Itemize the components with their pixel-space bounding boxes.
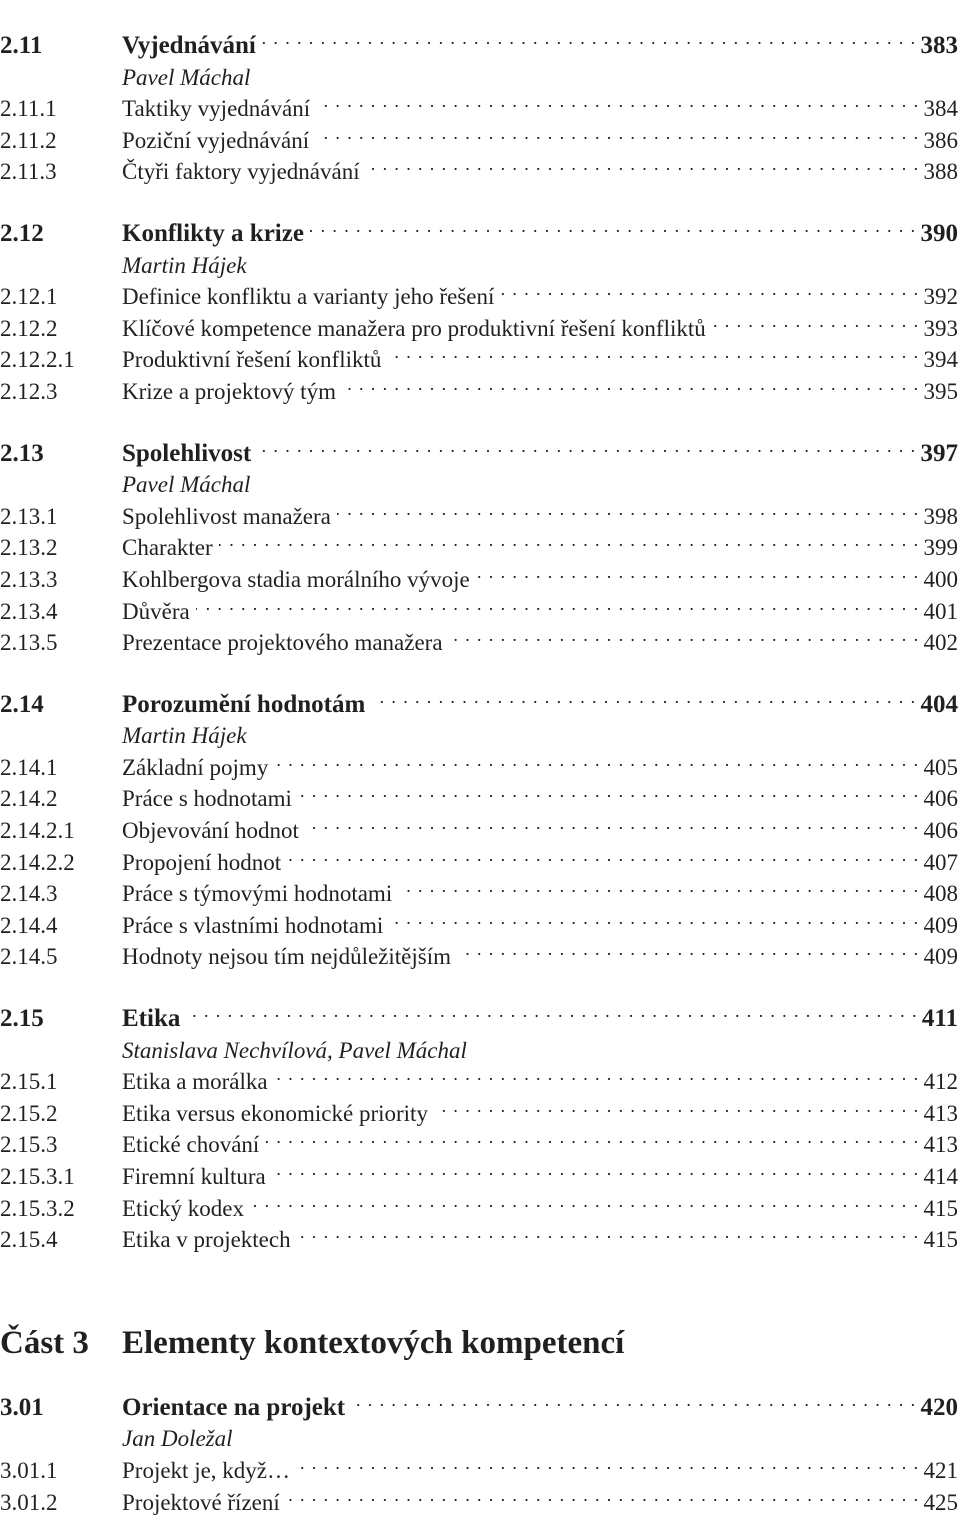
entry-number: 2.12.1 — [0, 284, 58, 310]
page-number: 414 — [923, 1164, 958, 1189]
toc-section-heading[interactable] — [0, 1003, 958, 1035]
toc-section-heading[interactable] — [0, 218, 958, 250]
entry-number: 2.11.1 — [0, 96, 57, 122]
dot-leader — [196, 599, 920, 619]
page-number: 409 — [923, 944, 958, 970]
entry-title: Konflikty a krize — [122, 219, 304, 247]
dot-leader — [712, 316, 920, 336]
entry-title: Firemní kultura — [122, 1164, 266, 1189]
entry-title: Etika — [122, 1005, 181, 1033]
page-number: 411 — [921, 1005, 958, 1033]
entry-title: Kohlbergova stadia morálního vývoje — [122, 566, 470, 592]
entry-title: Práce s hodnotami — [122, 786, 292, 812]
entry-number: 2.12 — [0, 219, 44, 247]
toc-entry[interactable] — [0, 752, 958, 784]
page-number: 400 — [923, 566, 958, 592]
entry-number: 2.13 — [0, 439, 44, 467]
entry-title: Etika versus ekonomické priority — [122, 1100, 428, 1126]
entry-number: 2.15.3 — [0, 1132, 58, 1158]
entry-number: 2.13.3 — [0, 566, 58, 592]
author-name: Pavel Máchal — [122, 64, 251, 90]
dot-leader — [476, 567, 920, 587]
page-number: 408 — [923, 881, 958, 907]
dot-leader — [315, 128, 919, 148]
page-number: 406 — [923, 818, 958, 844]
part-heading[interactable] — [0, 1318, 958, 1368]
page-number: 397 — [920, 439, 958, 467]
toc-entry[interactable] — [0, 93, 958, 125]
entry-title: Orientace na projekt — [122, 1393, 346, 1421]
entry-title: Prezentace projektového manažera — [122, 630, 443, 656]
dot-leader — [297, 1227, 920, 1247]
entry-title: Taktiky vyjednávání — [122, 96, 311, 122]
toc-section-heading[interactable] — [0, 1392, 958, 1424]
entry-number: 3.01.2 — [0, 1489, 58, 1515]
toc-entry[interactable] — [0, 783, 958, 815]
page-number: 404 — [920, 690, 958, 718]
dot-leader — [219, 535, 920, 555]
entry-title: Práce s vlastními hodnotami — [122, 912, 384, 938]
dot-leader — [298, 786, 920, 806]
dot-leader — [398, 881, 919, 901]
entry-number: 2.13.2 — [0, 535, 58, 561]
page-number: 420 — [920, 1393, 958, 1421]
author-name: Martin Hájek — [122, 252, 247, 278]
entry-number: 2.15 — [0, 1005, 44, 1033]
entry-title: Etika a morálka — [122, 1069, 268, 1095]
toc-entry[interactable] — [0, 344, 958, 376]
entry-title: Klíčové kompetence manažera pro produktivní řešení konfliktů — [122, 315, 706, 341]
dot-leader — [310, 221, 917, 241]
author-name: Martin Hájek — [122, 723, 247, 749]
dot-leader — [265, 1132, 919, 1152]
toc-section-heading[interactable] — [0, 438, 958, 470]
section-author — [0, 250, 958, 282]
entry-title: Vyjednávání — [122, 32, 256, 59]
page-number: 415 — [923, 1227, 958, 1253]
toc-entry[interactable] — [0, 376, 958, 408]
entry-number: 2.15.1 — [0, 1069, 58, 1095]
entry-title: Objevování hodnot — [122, 818, 299, 844]
section-author — [0, 469, 958, 501]
page-number: 395 — [923, 378, 958, 404]
dot-leader — [366, 159, 920, 179]
page-number: 398 — [923, 503, 958, 529]
toc-entry[interactable] — [0, 156, 958, 188]
page-number: 409 — [923, 912, 958, 938]
entry-number: 2.14.2.1 — [0, 818, 75, 844]
entry-title: Čtyři faktory vyjednávání — [122, 159, 360, 185]
dot-leader — [272, 1164, 920, 1184]
dot-leader — [389, 913, 919, 933]
author-name: Stanislava Nechvílová, Pavel Máchal — [122, 1037, 467, 1063]
dot-leader — [457, 944, 920, 964]
page-number: 413 — [923, 1100, 958, 1126]
toc-entry[interactable] — [0, 125, 958, 157]
dot-leader — [186, 1006, 918, 1026]
entry-number: 2.14.4 — [0, 912, 58, 938]
page-number: 393 — [923, 315, 958, 341]
entry-number: 2.12.2.1 — [0, 347, 75, 373]
dot-leader — [286, 1490, 920, 1510]
section-author — [0, 720, 958, 752]
dot-leader — [296, 1458, 920, 1478]
toc-entry[interactable] — [0, 596, 958, 628]
toc-entry[interactable] — [0, 1066, 958, 1098]
entry-number: 2.14.3 — [0, 881, 58, 907]
entry-title: Projekt je, když… — [122, 1457, 290, 1483]
page-number: 390 — [920, 219, 958, 247]
entry-title: Spolehlivost manažera — [122, 503, 331, 529]
toc-entry[interactable] — [0, 313, 958, 345]
toc-entry[interactable] — [0, 1129, 958, 1161]
part-title: Elementy kontextových kompetencí — [122, 1324, 625, 1361]
entry-title: Definice konfliktu a varianty jeho řešení — [122, 284, 495, 310]
entry-title: Propojení hodnot — [122, 849, 282, 875]
dot-leader — [387, 347, 919, 367]
entry-number: 2.13.1 — [0, 503, 58, 529]
page-number: 413 — [923, 1132, 958, 1158]
entry-number: 2.13.5 — [0, 630, 58, 656]
entry-number: 2.15.3.2 — [0, 1195, 75, 1221]
page-number: 394 — [923, 347, 958, 373]
toc-entry[interactable] — [0, 1098, 958, 1130]
entry-number: 3.01.1 — [0, 1457, 58, 1483]
page-number: 425 — [923, 1489, 958, 1515]
toc-entry[interactable] — [0, 910, 958, 942]
toc-entry[interactable] — [0, 501, 958, 533]
entry-number: 2.14.2 — [0, 786, 58, 812]
toc-entry[interactable] — [0, 1487, 958, 1519]
toc-entry[interactable] — [0, 532, 958, 564]
toc-entry[interactable] — [0, 1193, 958, 1225]
entry-number: 2.11.2 — [0, 127, 57, 153]
dot-leader — [305, 818, 920, 838]
toc-entry[interactable] — [0, 1455, 958, 1487]
page-number: 388 — [923, 159, 958, 185]
page-number: 412 — [923, 1069, 958, 1095]
dot-leader — [449, 630, 920, 650]
entry-title: Krize a projektový tým — [122, 378, 336, 404]
entry-number: 2.15.2 — [0, 1100, 58, 1126]
entry-title: Hodnoty nejsou tím nejdůležitějším — [122, 944, 451, 970]
toc-entry[interactable] — [0, 941, 958, 973]
dot-leader — [351, 1395, 916, 1415]
dot-leader — [371, 692, 916, 712]
page-number: 386 — [923, 127, 958, 153]
page-number: 405 — [923, 754, 958, 780]
entry-number: 2.14 — [0, 690, 44, 718]
entry-title: Základní pojmy — [122, 754, 269, 780]
page-number: 415 — [923, 1195, 958, 1221]
page-number: 399 — [923, 535, 958, 561]
toc-entry[interactable] — [0, 281, 958, 313]
entry-number: 2.14.1 — [0, 754, 58, 780]
dot-leader — [274, 1069, 920, 1089]
entry-number: 2.15.3.1 — [0, 1164, 75, 1189]
entry-title: Projektové řízení — [122, 1489, 280, 1515]
page-number: 421 — [923, 1457, 958, 1483]
entry-title: Produktivní řešení konfliktů — [122, 347, 382, 373]
toc-entry[interactable] — [0, 847, 958, 879]
toc-entry[interactable] — [0, 564, 958, 596]
dot-leader — [262, 33, 917, 53]
toc-entry[interactable] — [0, 1224, 958, 1256]
entry-title: Etika v projektech — [122, 1227, 291, 1253]
toc-section-heading[interactable] — [0, 689, 958, 721]
entry-number: 2.12.3 — [0, 378, 58, 404]
entry-title: Důvěra — [122, 598, 190, 624]
section-author — [0, 62, 958, 94]
page-number: 406 — [923, 786, 958, 812]
entry-title: Práce s týmovými hodnotami — [122, 881, 393, 907]
page-number: 384 — [923, 96, 958, 122]
author-name: Jan Doležal — [122, 1426, 233, 1452]
entry-title: Porozumění hodnotám — [122, 690, 366, 718]
entry-number: 3.01 — [0, 1393, 44, 1421]
entry-title: Etické chování — [122, 1132, 260, 1158]
toc-entry[interactable] — [0, 1161, 958, 1193]
entry-title: Charakter — [122, 535, 213, 561]
toc-entry[interactable] — [0, 878, 958, 910]
page-number: 407 — [923, 849, 958, 875]
dot-leader — [316, 96, 919, 116]
dot-leader — [250, 1196, 920, 1216]
entry-title: Spolehlivost — [122, 439, 252, 467]
entry-number: 2.15.4 — [0, 1227, 58, 1253]
author-name: Pavel Máchal — [122, 472, 251, 498]
page-number: 401 — [923, 598, 958, 624]
part-number: Část 3 — [0, 1324, 89, 1361]
section-author — [0, 1035, 958, 1067]
toc-entry[interactable] — [0, 627, 958, 659]
entry-title: Etický kodex — [122, 1195, 244, 1221]
table-of-contents — [0, 30, 958, 1518]
dot-leader — [434, 1101, 920, 1121]
entry-number: 2.11 — [0, 32, 43, 59]
section-author — [0, 1423, 958, 1455]
dot-leader — [274, 755, 919, 775]
entry-number: 2.12.2 — [0, 315, 58, 341]
toc-entry[interactable] — [0, 815, 958, 847]
page-number: 402 — [923, 630, 958, 656]
page-number: 392 — [923, 284, 958, 310]
dot-leader — [287, 850, 919, 870]
page-number: 383 — [920, 32, 958, 59]
dot-leader — [500, 284, 919, 304]
entry-number: 2.14.5 — [0, 944, 58, 970]
dot-leader — [257, 441, 916, 461]
entry-number: 2.13.4 — [0, 598, 58, 624]
dot-leader — [337, 504, 920, 524]
entry-number: 2.14.2.2 — [0, 849, 75, 875]
entry-title: Poziční vyjednávání — [122, 127, 310, 153]
entry-number: 2.11.3 — [0, 159, 57, 185]
dot-leader — [342, 379, 920, 399]
toc-section-heading[interactable] — [0, 30, 958, 62]
